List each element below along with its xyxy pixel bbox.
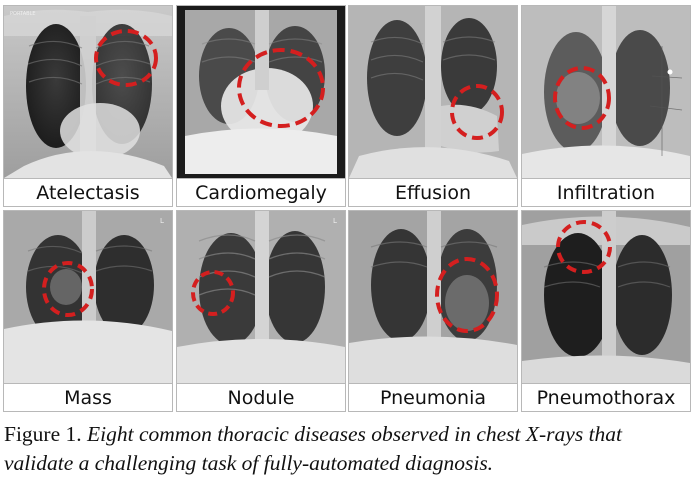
xray-image-atelectasis (4, 6, 172, 178)
panel-nodule (176, 210, 346, 412)
panel-pneumonia (348, 210, 518, 412)
panel-label: Effusion (349, 178, 517, 207)
panel-atelectasis (3, 5, 173, 207)
xray-image-effusion (349, 6, 517, 178)
xray-image-infiltration (522, 6, 690, 178)
panel-effusion (348, 5, 518, 207)
panel-label: Cardiomegaly (177, 178, 345, 207)
panel-label: Pneumonia (349, 383, 517, 412)
panel-cardiomegaly (176, 5, 346, 207)
marker-text: PORTABLE (10, 11, 36, 17)
xray-image-pneumothorax (522, 211, 690, 383)
panel-label: Mass (4, 383, 172, 412)
marker-text: L (333, 217, 337, 225)
figure-caption (4, 420, 692, 478)
marker-text: L (160, 217, 164, 225)
caption-text: Eight common thoracic diseases observed in chest X-rays that validate a challenging task of fully-automated diagnosis. (4, 422, 623, 475)
panel-label: Pneumothorax (522, 383, 690, 412)
panel-label: Infiltration (522, 178, 690, 207)
panel-label: Nodule (177, 383, 345, 412)
panel-mass (3, 210, 173, 412)
xray-image-nodule (177, 211, 345, 383)
panel-infiltration (521, 5, 691, 207)
xray-figure-grid (3, 5, 693, 414)
xray-image-cardiomegaly (177, 6, 345, 178)
caption-prefix: Figure 1. (4, 422, 82, 446)
panel-label: Atelectasis (4, 178, 172, 207)
xray-image-mass (4, 211, 172, 383)
panel-pneumothorax (521, 210, 691, 412)
xray-image-pneumonia (349, 211, 517, 383)
